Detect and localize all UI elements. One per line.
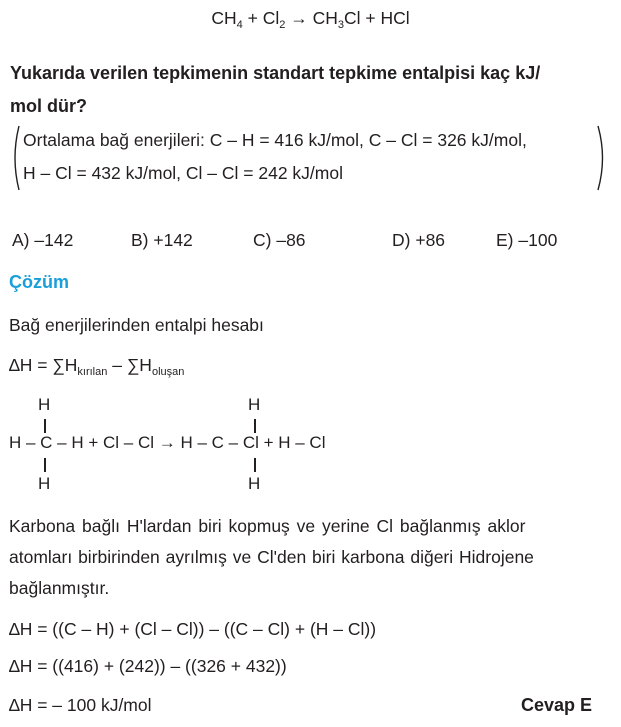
explanation-line-3: bağlanmıştır. [9,578,110,598]
calculation-line-2: ∆H = ((416) + (242)) – ((326 + 432)) [9,656,287,676]
bond-top-right [254,419,256,433]
explanation-line-1: Karbona bağlı H'lardan biri kopmuş ve yerine Cl bağlanmış aklor [9,516,526,536]
explanation-line-2: atomları birbirinden ayrılmış ve Cl'den biri karbona diğeri Hidrojene [9,547,534,567]
choice-b[interactable]: B) +142 [131,230,193,250]
bond-energies-box [10,124,608,190]
bond-bottom-left [44,458,46,472]
choice-c[interactable]: C) –86 [253,230,306,250]
bond-energies-line-2: H – Cl = 432 kJ/mol, Cl – Cl = 242 kJ/mol [23,163,343,183]
bond-energies-line-1: Ortalama bağ enerjileri: C – H = 416 kJ/mol, C – Cl = 326 kJ/mol, [23,130,527,150]
choice-d[interactable]: D) +86 [392,230,446,250]
h-top-right: H [248,395,261,414]
solution-intro: Bağ enerjilerinden entalpi hesabı [9,315,264,335]
question-line-1: Yukarıda verilen tepkimenin standart tepkime entalpisi kaç kJ/ [10,63,541,83]
answer-label: Cevap E [520,695,592,715]
calculation-result: ∆H = – 100 kJ/mol [9,695,152,715]
choice-a[interactable]: A) –142 [12,230,74,250]
structure-main-line: H – C – H + Cl – Cl → H – C – Cl + H – Cl [9,433,326,452]
question-line-2: mol dür? [10,96,87,116]
h-bottom-left: H [38,474,51,493]
reaction-equation: $CH_4 + Cl_2 \to CH_3Cl$ + HCl [211,8,410,31]
h-top-left: H [38,395,51,414]
calculation-line-1: ∆H = ((C – H) + (Cl – Cl)) – ((C – Cl) + (H – Cl)) [9,619,377,639]
choice-e[interactable]: E) –100 [496,230,558,250]
bond-top-left [44,419,46,433]
h-bottom-right: H [248,474,261,493]
enthalpy-formula: $\Delta H = \sum H_{kırılan} - \sum H_{oluşan}$ [9,355,185,378]
solution-heading: Çözüm [9,272,69,292]
bond-bottom-right [254,458,256,472]
